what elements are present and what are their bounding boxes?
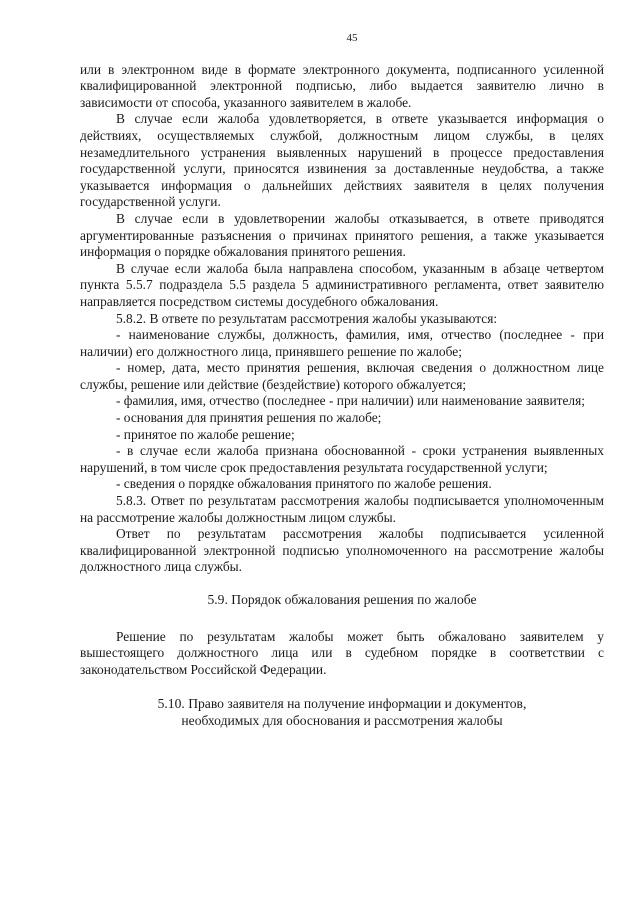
paragraph-appeal-decision: Решение по результатам жалобы может быть обжаловано заявителем у вышестоящего должностного лица или в судебном порядке в соответствии с законодательством Российской Федерации. (80, 628, 604, 677)
paragraph-5-8-2: 5.8.2. В ответе по результатам рассмотрения жалобы указываются: (116, 310, 498, 326)
page-number: 45 (346, 32, 358, 44)
paragraph-complaint-rejected: В случае если в удовлетворении жалобы отказывается, в ответе приводятся аргументированные разъяснения о причинах принятого решения, а также указывается информация о порядке обжалования принятого решения. (80, 210, 604, 260)
paragraph-5-8-3: 5.8.3. Ответ по результатам рассмотрения жалобы подписывается уполномоченным на рассмотрение жалобы должностным лицом службы. (80, 493, 604, 525)
paragraph-pretrial-system: В случае если жалоба была направлена способом, указанным в абзаце четвертом пункта 5.5.7 подраздела 5.5 раздела 5 административного регламента, ответ заявителю направляется посредством системы досудебного обжалования. (80, 260, 604, 309)
section-heading-5-9: 5.9. Порядок обжалования решения по жалобе (207, 592, 477, 607)
paragraph-complaint-satisfied: В случае если жалоба удовлетворяется, в ответе указывается информация о действиях, осуществляемых службой, должностным лицом службы, в целях незамедлительного устранения выявленных нарушений в процессе предоставления государственной услуги, приносятся извинения за доставленные неудобства, а также указывается информация о дальнейших действиях заявителя в целях получения государственной услуги. (80, 111, 604, 210)
list-item-decision-details: - номер, дата, место принятия решения, включая сведения о должностном лице службы, решение или действие (бездействие) которого обжалуется; (80, 360, 604, 392)
paragraph-electronic-signature: Ответ по результатам рассмотрения жалобы подписывается усиленной квалифицированной электронной подписью уполномоченного на рассмотрение жалобы должностного лица службы. (80, 526, 604, 575)
list-item-appeal-info: - сведения о порядке обжалования принятого по жалобе решения. (116, 476, 492, 492)
section-heading-5-10 (80, 696, 604, 729)
list-item-decision: - принятое по жалобе решение; (116, 426, 295, 442)
list-item-deadlines: - в случае если жалоба признана обоснованной - сроки устранения выявленных нарушений, в том числе срок предоставления результата государственной услуги; (80, 443, 604, 475)
page-body (80, 30, 604, 730)
list-item-service-name: - наименование службы, должность, фамилия, имя, отчество (последнее - при наличии) его должностного лица, принявшего решение по жалобе; (80, 327, 604, 359)
paragraph-continuation: или в электронном виде в формате электронного документа, подписанного усиленной квалифицированной электронной подписью, либо выдается заявителю лично в зависимости от способа, указанного заявителем в жалобе. (80, 61, 604, 110)
list-item-grounds: - основания для принятия решения по жалобе; (116, 410, 382, 426)
section-heading-5-10-line-1: 5.10. Право заявителя на получение информации и документов, (157, 696, 527, 712)
list-item-applicant-name: - фамилия, имя, отчество (последнее - при наличии) или наименование заявителя; (116, 393, 585, 409)
section-heading-5-10-line-2: необходимых для обоснования и рассмотрения жалобы (181, 712, 503, 728)
